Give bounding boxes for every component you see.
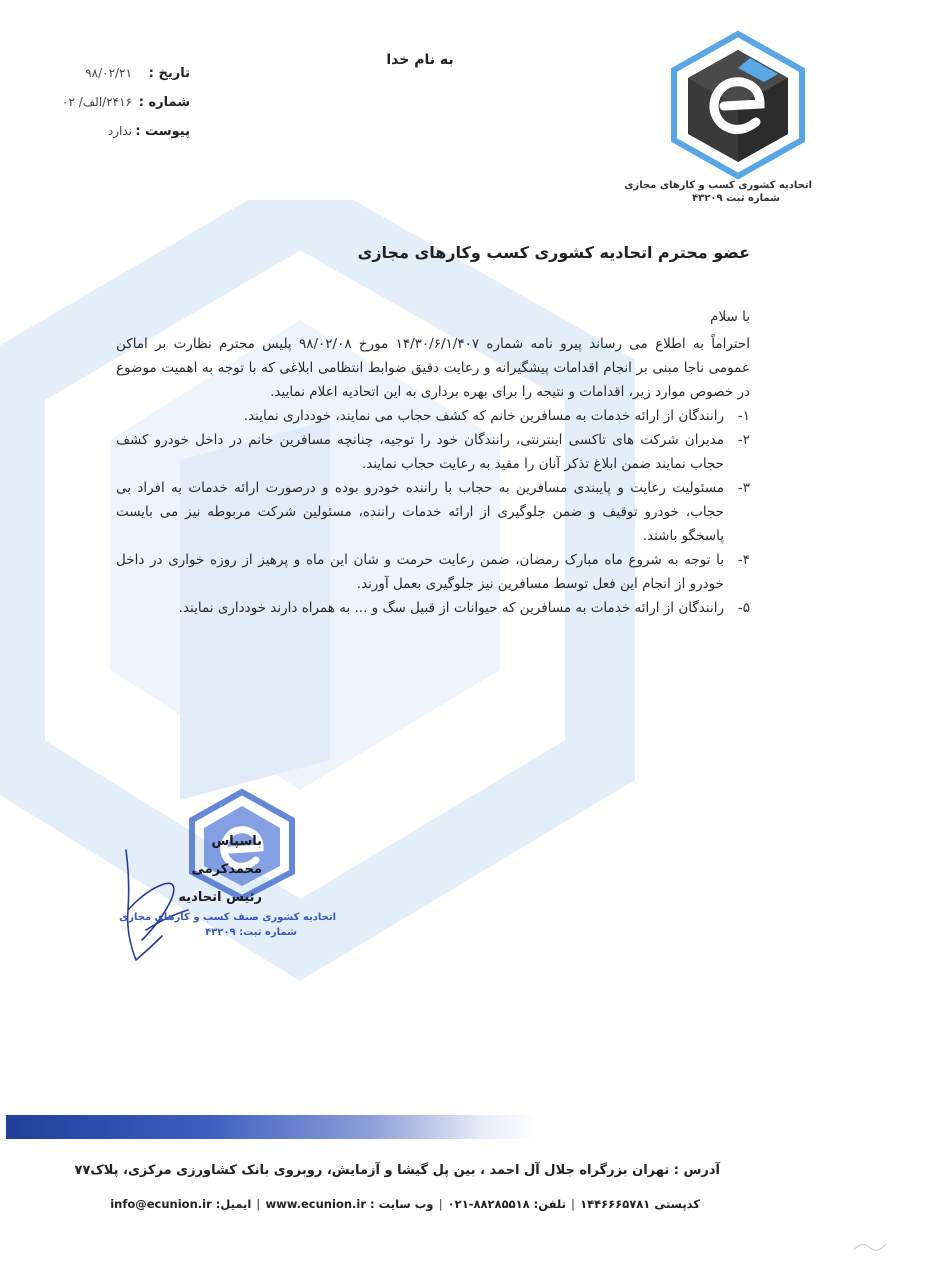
website-link[interactable]: وب سایت : www.ecunion.ir [265,1197,434,1211]
list-item [116,596,750,620]
corner-scribble-icon [850,1236,890,1256]
logo-organization-name: اتحادیه کشوری کسب و کارهای مجازی [624,180,812,191]
list-item-text: با توجه به شروع ماه مبارک رمضان، ضمن رعایت حرمت و شان این ماه و پرهیز از روزه خواری در داخل خودرو از انجام این فعل توسط مسافرین نیز جلوگیری بعمل آورند. [116,552,724,592]
postal-code: کدپستی ۱۴۴۶۶۶۵۷۸۱ [580,1197,700,1211]
list-item-text: مدیران شرکت های تاکسی اینترنتی، رانندگان خود را توجیه، چنانچه مسافرین خانم در داخل خودرو کشف حجاب نمایند ضمن ابلاغ تذکر آنان را مقید به رعایت حجاب نمایند. [116,432,724,472]
list-item [116,428,750,476]
list-item [116,476,750,548]
signatory-name: محمدکرمی [191,862,262,877]
list-item-number: ۲- [737,432,750,448]
greeting: با سلام [710,309,750,325]
list-item-text: مسئولیت رعایت و پایبندی مسافرین به حجاب با راننده خودرو بوده و درصورت ارائه خدمات به افراد بی حجاب، خودرو توقیف و ضمن جلوگیری از ارائه خدمات راننده، مسئولین شرکت مربوطه نیز می بایست پاسخگو باشند. [116,480,724,544]
date-value: ۹۸/۰۲/۲۱ [85,66,132,80]
intro-paragraph: احتراماً به اطلاع می رساند پیرو نامه شماره ۱۴/۳۰/۶/۱/۴۰۷ مورخ ۹۸/۰۲/۰۸ پلیس محترم نظارت بر اماکن عمومی ناجا مبنی بر انجام اقدامات پیشگیرانه و رعایت دقیق ضوابط انتظامی ابلاغی که با توجه به اهمیت موضوع در خصوص موارد زیر، اقدامات و نتیجه را برای بهره برداری به این اتحادیه اعلام نمایید. [116,336,750,400]
letter-body [116,305,750,620]
number-label: شماره : [138,95,190,110]
directive-list [116,404,750,620]
attachment-row [20,124,190,153]
recipient-line: عضو محترم اتحادیه کشوری کسب وکارهای مجازی [357,243,750,262]
list-item-number: ۳- [737,480,750,496]
attachment-value: ندارد [107,124,132,138]
stamp-text [119,912,336,938]
bismillah-heading: به نام خدا [386,52,454,68]
footer-address: آدرس : تهران بزرگراه جلال آل احمد ، بین پل گیشا و آزمایش، روبروی بانک کشاورزی مرکزی، پلاک۷۷ [74,1163,720,1178]
signatory-title: رئیس اتحادیه [178,890,262,905]
footer-contacts: کدپستی ۱۴۴۶۶۶۵۷۸۱|تلفن: ۸۸۲۸۵۵۱۸-۰۲۱|وب سایت : www.ecunion.ir|ایمیل: info@ecunion.ir [110,1197,700,1211]
email-link[interactable]: ایمیل: info@ecunion.ir [110,1197,252,1211]
list-item [116,548,750,596]
logo-registration-number: شماره ثبت ۴۳۲۰۹ [692,193,780,204]
list-item-number: ۵- [737,600,750,616]
list-item [116,404,750,428]
logo-caption [624,180,812,204]
number-row [20,95,190,124]
union-e-logo-icon [668,30,808,180]
footer-color-bar [6,1115,922,1139]
list-item-text: رانندگان از ارائه خدمات به مسافرین خانم که کشف حجاب می نمایند، خودداری نمایند. [243,408,724,424]
letter-meta [20,66,190,153]
number-value: ۲۴۱۶/الف/ ۰۲ [62,95,132,109]
handwritten-signature-icon [116,840,196,970]
list-item-number: ۱- [737,408,750,424]
date-label: تاریخ : [148,66,190,81]
attachment-label: پیوست : [135,124,190,139]
stamp-organization-name: اتحادیه کشوری صنف کسب و کارهای مجازی [119,912,336,923]
list-item-text: رانندگان از ارائه خدمات به مسافرین که حیوانات از قبیل سگ و ... به همراه دارند خودداری نمایند. [178,600,724,616]
list-item-number: ۴- [737,552,750,568]
closing-text: باسپاس [211,834,262,849]
date-row [20,66,190,95]
stamp-registration-number: شماره ثبت: ۴۳۲۰۹ [205,927,297,938]
phone-number: تلفن: ۸۸۲۸۵۵۱۸-۰۲۱ [447,1197,566,1211]
